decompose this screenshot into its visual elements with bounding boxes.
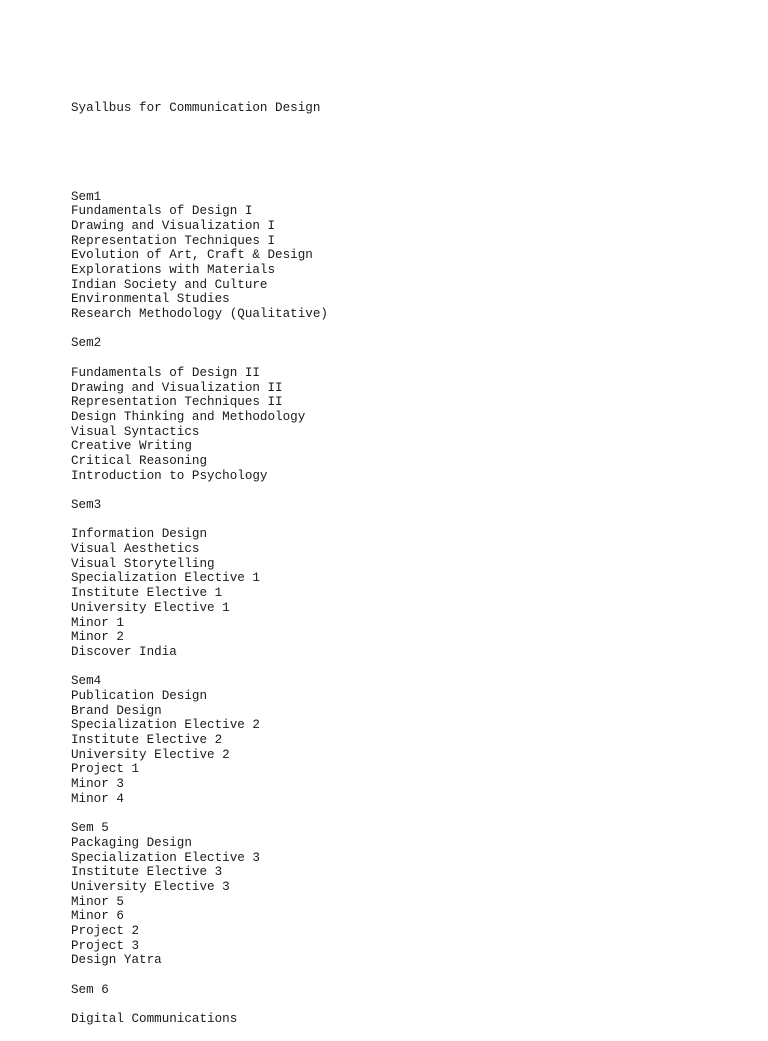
course-item: Indian Society and Culture xyxy=(71,277,268,292)
blank-line xyxy=(71,351,731,366)
blank-line xyxy=(71,322,731,337)
document-title: Syallbus for Communication Design xyxy=(71,101,321,116)
semester-list xyxy=(71,190,731,1027)
course-item: Digital Communications xyxy=(71,1012,238,1027)
semester-section xyxy=(71,983,731,1027)
course-item: Minor 1 xyxy=(71,615,124,630)
course-item: University Elective 3 xyxy=(71,879,230,894)
course-item: Project 3 xyxy=(71,938,140,953)
course-item: University Elective 1 xyxy=(71,600,230,615)
semester-section xyxy=(71,498,731,674)
course-item: Visual Storytelling xyxy=(71,556,215,571)
blank-line xyxy=(71,997,731,1012)
course-item: Creative Writing xyxy=(71,439,192,454)
blank-line xyxy=(71,513,731,528)
course-item: Specialization Elective 3 xyxy=(71,850,260,865)
course-item: Representation Techniques II xyxy=(71,395,283,410)
course-item: Project 1 xyxy=(71,762,140,777)
course-item: Drawing and Visualization I xyxy=(71,218,276,233)
course-item: Information Design xyxy=(71,527,208,542)
semester-heading: Sem4 xyxy=(71,674,102,689)
semester-heading: Sem2 xyxy=(71,336,102,351)
course-item: Specialization Elective 1 xyxy=(71,571,260,586)
course-item: Specialization Elective 2 xyxy=(71,718,260,733)
semester-heading: Sem 6 xyxy=(71,982,109,997)
course-item: Representation Techniques I xyxy=(71,233,276,248)
semester-section xyxy=(71,821,731,983)
course-item: Discover India xyxy=(71,644,177,659)
course-item: Explorations with Materials xyxy=(71,263,276,278)
course-item: Project 2 xyxy=(71,923,140,938)
course-item: Visual Syntactics xyxy=(71,424,200,439)
course-item: Evolution of Art, Craft & Design xyxy=(71,248,313,263)
course-item: Minor 4 xyxy=(71,791,124,806)
course-item: Publication Design xyxy=(71,688,208,703)
course-item: Packaging Design xyxy=(71,835,192,850)
course-item: Brand Design xyxy=(71,703,162,718)
course-item: Research Methodology (Qualitative) xyxy=(71,307,328,322)
course-item: Minor 5 xyxy=(71,894,124,909)
course-item: Institute Elective 3 xyxy=(71,865,223,880)
semester-section xyxy=(71,190,731,337)
course-item: Design Thinking and Methodology xyxy=(71,409,306,424)
course-item: Minor 3 xyxy=(71,777,124,792)
semester-heading: Sem 5 xyxy=(71,821,109,836)
blank-line xyxy=(71,968,731,983)
course-item: Fundamentals of Design I xyxy=(71,204,253,219)
course-item: Critical Reasoning xyxy=(71,453,208,468)
syllabus-document xyxy=(71,72,731,1041)
course-item: Visual Aesthetics xyxy=(71,542,200,557)
course-item: Environmental Studies xyxy=(71,292,230,307)
course-item: Design Yatra xyxy=(71,953,162,968)
semester-heading: Sem1 xyxy=(71,189,102,204)
course-item: Fundamentals of Design II xyxy=(71,365,260,380)
course-item: Minor 2 xyxy=(71,630,124,645)
course-item: Drawing and Visualization II xyxy=(71,380,283,395)
course-item: Institute Elective 2 xyxy=(71,733,223,748)
semester-heading: Sem3 xyxy=(71,498,102,513)
course-item: Minor 6 xyxy=(71,909,124,924)
blank-line xyxy=(71,660,731,675)
course-item: Introduction to Psychology xyxy=(71,468,268,483)
blank-line xyxy=(71,146,731,161)
course-item: Institute Elective 1 xyxy=(71,586,223,601)
blank-line xyxy=(71,483,731,498)
course-item: University Elective 2 xyxy=(71,747,230,762)
blank-line xyxy=(71,806,731,821)
semester-section xyxy=(71,336,731,498)
semester-section xyxy=(71,674,731,821)
